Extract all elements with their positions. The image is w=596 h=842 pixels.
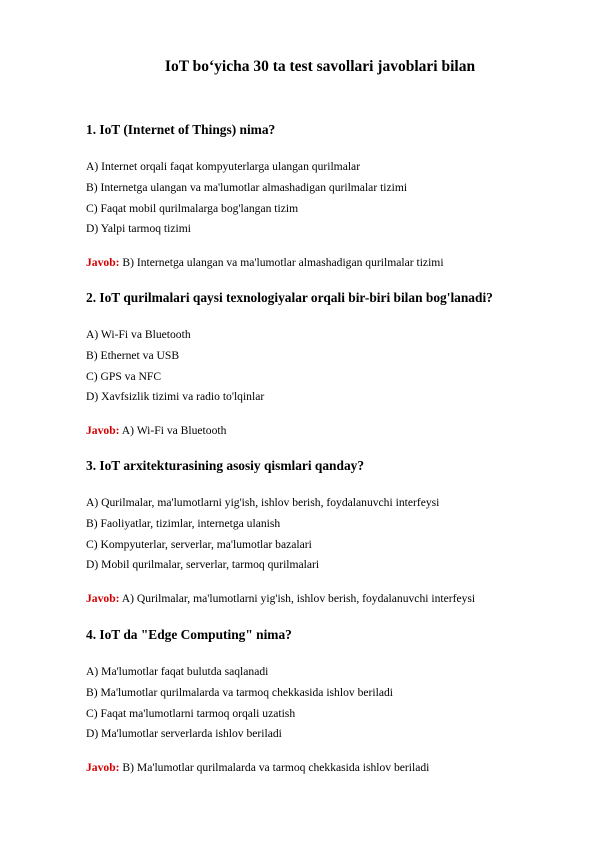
options-list (86, 662, 566, 745)
option-item: A) Qurilmalar, ma'lumotlarni yig'ish, ishlov berish, foydalanuvchi interfeysi (86, 496, 440, 509)
answer-line (86, 424, 566, 444)
answer-text: B) Internetga ulangan va ma'lumotlar almashadigan qurilmalar tizimi (122, 256, 444, 270)
answer-line (86, 761, 566, 781)
option-item: C) GPS va NFC (86, 369, 162, 383)
answer-line (86, 592, 566, 612)
option-item: A) Internet orqali faqat kompyuterlarga ulangan qurilmalar (86, 160, 361, 173)
option-item: A) Ma'lumotlar faqat bulutda saqlanadi (86, 665, 269, 678)
document-title: IoT bo‘yicha 30 ta test savollari javoblari bilan (164, 58, 476, 75)
answer-label: Javob: (86, 592, 120, 606)
option-item: C) Kompyuterlar, serverlar, ma'lumotlar bazalari (86, 537, 312, 551)
option-item: D) Xavfsizlik tizimi va radio to'lqinlar (86, 390, 265, 404)
question-block (86, 627, 566, 781)
answer-text: A) Qurilmalar, ma'lumotlarni yig'ish, ishlov berish, foydalanuvchi interfeysi (121, 592, 476, 606)
option-item: C) Faqat ma'lumotlarni tarmoq orqali uzatish (86, 706, 296, 720)
question-block (86, 122, 566, 276)
question-block (86, 290, 566, 444)
answer-label: Javob: (86, 761, 120, 775)
option-item: B) Ethernet va USB (86, 348, 180, 362)
option-item: A) Wi-Fi va Bluetooth (86, 328, 191, 341)
options-list (86, 493, 566, 576)
question-title: 3. IoT arxitekturasining asosiy qismlari qanday? (86, 458, 365, 473)
answer-label: Javob: (86, 424, 120, 438)
options-list (86, 157, 566, 240)
option-item: D) Mobil qurilmalar, serverlar, tarmoq qurilmalari (86, 558, 320, 572)
option-item: B) Ma'lumotlar qurilmalarda va tarmoq chekkasida ishlov beriladi (86, 685, 393, 699)
answer-line (86, 256, 566, 276)
option-item: C) Faqat mobil qurilmalarga bog'langan tizim (86, 201, 299, 215)
answer-text: A) Wi-Fi va Bluetooth (121, 424, 227, 438)
question-title: 4. IoT da "Edge Computing" nima? (86, 627, 292, 642)
option-item: B) Internetga ulangan va ma'lumotlar almashadigan qurilmalar tizimi (86, 180, 408, 194)
question-block (86, 458, 566, 612)
question-title: 2. IoT qurilmalari qaysi texnologiyalar orqali bir-biri bilan bog'lanadi? (86, 290, 493, 305)
option-item: D) Ma'lumotlar serverlarda ishlov beriladi (86, 727, 282, 741)
option-item: D) Yalpi tarmoq tizimi (86, 222, 191, 236)
options-list (86, 325, 566, 408)
answer-text: B) Ma'lumotlar qurilmalarda va tarmoq chekkasida ishlov beriladi (122, 761, 430, 775)
option-item: B) Faoliyatlar, tizimlar, internetga ulanish (86, 516, 281, 530)
answer-label: Javob: (86, 256, 120, 270)
question-title: 1. IoT (Internet of Things) nima? (86, 122, 276, 137)
